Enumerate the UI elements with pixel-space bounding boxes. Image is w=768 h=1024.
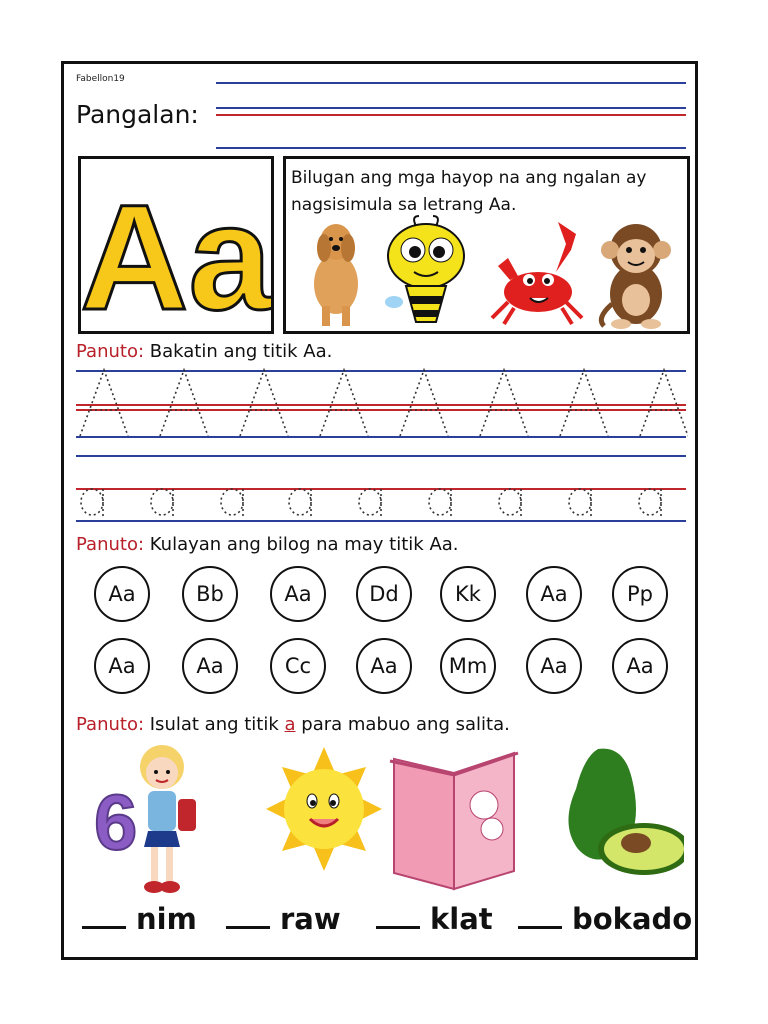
trace-a-1	[81, 489, 103, 516]
word-raw-text: raw	[280, 902, 341, 936]
word-klat-text: klat	[430, 902, 493, 936]
write-text-after: para mabuo ang salita.	[295, 714, 510, 735]
trace-A-5	[400, 370, 448, 436]
big-letter-box	[78, 156, 274, 334]
letter-circle[interactable]: Dd	[356, 566, 412, 622]
animal-box	[283, 156, 690, 334]
trace-A-1	[80, 370, 128, 436]
trace-A-8	[640, 370, 688, 436]
letter-circle[interactable]: Aa	[612, 638, 668, 694]
name-line-blue	[216, 107, 686, 109]
trace-a-5	[359, 489, 381, 516]
trace-a-4	[289, 489, 311, 516]
trace-A-7	[560, 370, 608, 436]
color-instruction	[76, 534, 459, 555]
letter-circle[interactable]: Aa	[526, 638, 582, 694]
write-keyword: Panuto:	[76, 714, 145, 735]
bee-icon	[385, 216, 464, 322]
write-text-before: Isulat ang titik	[144, 714, 285, 735]
trace-line-5	[76, 455, 686, 457]
animal-instruction: Bilugan ang mga hayop na ang ngalan ay nagsisimula sa letrang Aa.	[291, 168, 647, 215]
letter-circle[interactable]: Aa	[270, 566, 326, 622]
word-blank-1[interactable]	[82, 922, 126, 929]
trace-A-4	[320, 370, 368, 436]
book-icon	[390, 753, 518, 889]
name-line-red	[216, 114, 686, 116]
letter-circle[interactable]: Cc	[270, 638, 326, 694]
letter-circle[interactable]: Aa	[182, 638, 238, 694]
color-text: Kulayan ang bilog na may titik Aa.	[144, 534, 459, 555]
girl-with-six-icon	[94, 745, 196, 893]
big-letter-text: Aa	[81, 173, 271, 331]
write-letter: a	[284, 714, 296, 735]
word-bokado	[518, 902, 692, 936]
name-line-top	[216, 82, 686, 84]
trace-a-2	[151, 489, 173, 516]
name-line-bottom	[216, 147, 686, 149]
write-instruction	[76, 714, 510, 735]
trace-lowercase-row	[76, 482, 688, 522]
monkey-icon	[601, 224, 671, 329]
credit-text: Fabellon19	[76, 74, 125, 84]
word-nim-text: nim	[136, 902, 197, 936]
color-keyword: Panuto:	[76, 534, 145, 555]
dog-icon	[314, 224, 358, 326]
letter-circle[interactable]: Aa	[94, 566, 150, 622]
animal-pictures	[286, 214, 687, 332]
trace-a-7	[499, 489, 521, 516]
word-nim	[82, 902, 197, 936]
letter-circle[interactable]: Aa	[94, 638, 150, 694]
avocado-icon	[568, 749, 684, 875]
letter-circle[interactable]: Pp	[612, 566, 668, 622]
trace-A-6	[480, 370, 528, 436]
trace-uppercase-row	[76, 364, 688, 444]
sun-icon	[266, 747, 382, 871]
trace-a-8	[569, 489, 591, 516]
svg-text:6: 6	[94, 778, 138, 866]
trace-text: Bakatin ang titik Aa.	[144, 341, 333, 362]
letter-circle[interactable]: Kk	[440, 566, 496, 622]
letter-circle[interactable]: Aa	[526, 566, 582, 622]
trace-A-3	[240, 370, 288, 436]
trace-a-6	[429, 489, 451, 516]
trace-A-2	[160, 370, 208, 436]
word-pictures	[84, 739, 684, 899]
trace-a-3	[221, 489, 243, 516]
trace-keyword: Panuto:	[76, 341, 145, 362]
word-blank-3[interactable]	[376, 922, 420, 929]
crab-icon	[492, 222, 582, 324]
big-letter-aa	[81, 159, 271, 331]
trace-a-9	[639, 489, 661, 516]
word-klat	[376, 902, 493, 936]
letter-circle[interactable]: Mm	[440, 638, 496, 694]
worksheet	[61, 61, 698, 960]
word-raw	[226, 902, 341, 936]
word-blank-4[interactable]	[518, 922, 562, 929]
letter-circle[interactable]: Bb	[182, 566, 238, 622]
word-bokado-text: bokado	[572, 902, 693, 936]
trace-instruction	[76, 341, 332, 362]
letter-circle[interactable]: Aa	[356, 638, 412, 694]
name-label: Pangalan:	[76, 100, 199, 129]
word-blank-2[interactable]	[226, 922, 270, 929]
